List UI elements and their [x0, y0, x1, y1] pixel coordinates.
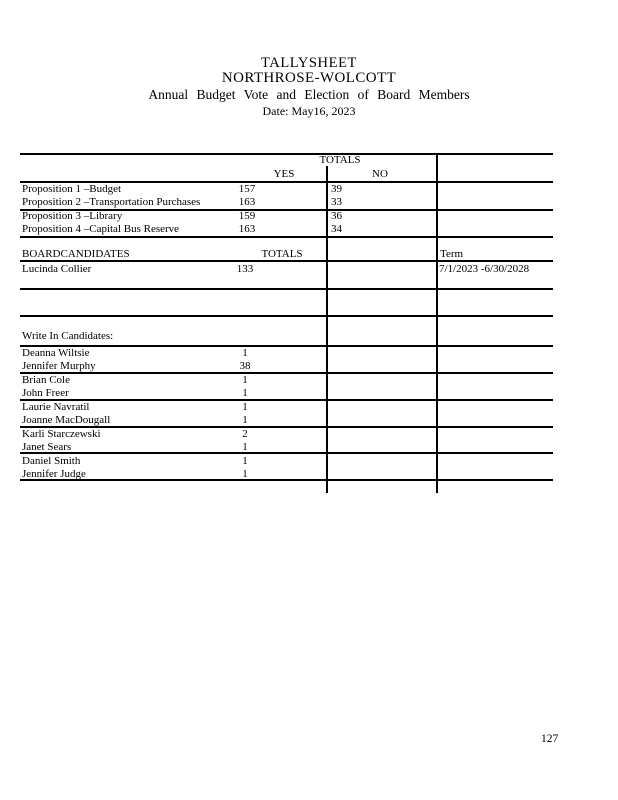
- proposition-yes-count: 157: [238, 183, 256, 195]
- proposition-yes-count: 163: [238, 196, 256, 208]
- board-totals-heading: TOTALS: [261, 248, 303, 260]
- write-in-name: Jennifer Murphy: [22, 360, 96, 372]
- proposition-no-count: 34: [331, 223, 342, 235]
- proposition-no-count: 36: [331, 210, 342, 222]
- totals-header: TOTALS: [319, 154, 361, 166]
- proposition-no-count: 33: [331, 196, 342, 208]
- table-rule-below-board-row1: [20, 288, 553, 290]
- board-candidate-total: 133: [236, 263, 254, 275]
- table-rule-below-writein-2: [20, 372, 553, 374]
- doc-subtitle-description: Annual Budget Vote and Election of Board Members: [148, 87, 470, 102]
- board-candidate-name: Lucinda Collier: [22, 263, 92, 275]
- table-rule-below-writein-4: [20, 399, 553, 401]
- table-rule-below-prop4: [20, 236, 553, 238]
- page-number: 127: [541, 733, 559, 745]
- proposition-yes-count: 159: [238, 210, 256, 222]
- write-in-name: Joanne MacDougall: [22, 414, 111, 426]
- write-in-candidates-heading: Write In Candidates:: [22, 330, 114, 342]
- table-rule-below-writein-10: [20, 479, 553, 481]
- table-rule-below-writein-8: [20, 452, 553, 454]
- write-in-name: Janet Sears: [22, 441, 72, 453]
- write-in-total: 1: [242, 414, 248, 426]
- proposition-label: Proposition 1 –Budget: [22, 183, 122, 195]
- table-rule-vertical-right: [436, 153, 438, 493]
- doc-subtitle-district: NORTHROSE-WOLCOTT: [221, 70, 397, 86]
- write-in-total: 1: [242, 468, 248, 480]
- proposition-label: Proposition 4 –Capital Bus Reserve: [22, 223, 180, 235]
- yes-column-header: YES: [273, 168, 295, 180]
- write-in-name: Laurie Navratil: [22, 401, 90, 413]
- write-in-total: 1: [242, 387, 248, 399]
- board-candidate-term: 7/1/2023 -6/30/2028: [439, 263, 530, 275]
- write-in-total: 1: [242, 347, 248, 359]
- write-in-name: John Freer: [22, 387, 69, 399]
- write-in-total: 1: [242, 455, 248, 467]
- write-in-name: Brian Cole: [22, 374, 70, 386]
- no-column-header: NO: [372, 168, 388, 180]
- write-in-name: Jennifer Judge: [22, 468, 86, 480]
- write-in-name: Karli Starczewski: [22, 428, 101, 440]
- write-in-name: Deanna Wiltsie: [22, 347, 90, 359]
- board-term-heading: Term: [440, 248, 464, 260]
- board-candidates-heading: BOARDCANDIDATES: [22, 248, 130, 260]
- table-rule-top: [20, 153, 553, 155]
- proposition-label: Proposition 2 –Transportation Purchases: [22, 196, 201, 208]
- table-rule-below-board-row2: [20, 315, 553, 317]
- doc-title: TALLYSHEET: [260, 55, 357, 71]
- write-in-total: 1: [242, 401, 248, 413]
- doc-date: Date: May16, 2023: [262, 104, 356, 118]
- write-in-name: Daniel Smith: [22, 455, 81, 467]
- write-in-total: 38: [239, 360, 251, 372]
- proposition-yes-count: 163: [238, 223, 256, 235]
- write-in-total: 1: [242, 374, 248, 386]
- proposition-label: Proposition 3 –Library: [22, 210, 123, 222]
- table-rule-below-writein-label: [20, 345, 553, 347]
- write-in-total: 2: [242, 428, 248, 440]
- write-in-total: 1: [242, 441, 248, 453]
- table-rule-vertical-mid: [326, 166, 328, 493]
- proposition-no-count: 39: [331, 183, 342, 195]
